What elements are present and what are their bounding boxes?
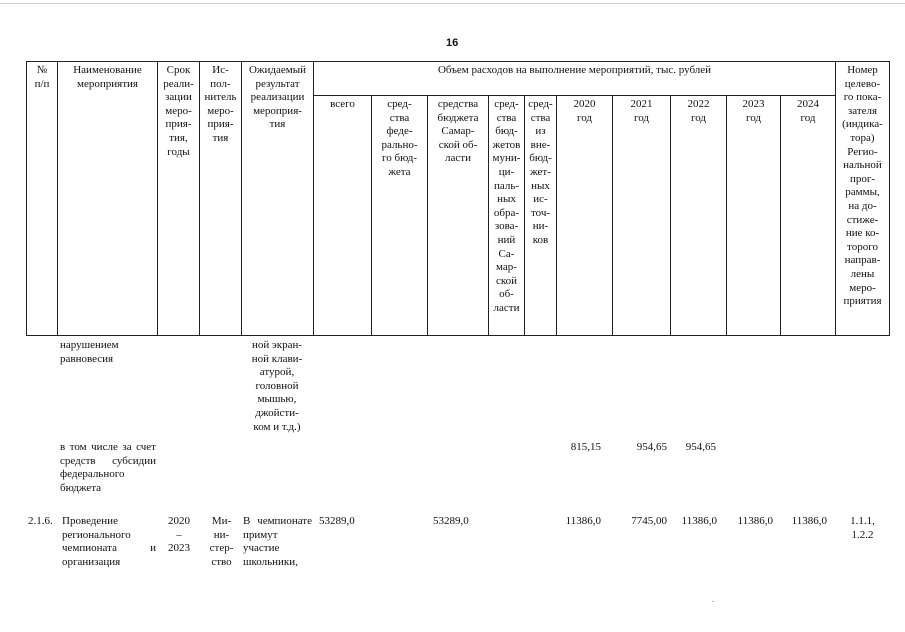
header-total: всего — [330, 98, 355, 110]
col-border-2020 — [612, 95, 613, 336]
header-bottom-border — [26, 335, 889, 336]
cont-row-name: нарушением равновесия — [60, 339, 119, 365]
row-216-total: 53289,0 — [319, 515, 355, 527]
cont-row-result: ной экран- ной клави- атурой, головной мышью, джойсти- ком и т.д.) — [251, 339, 303, 433]
col-border-2021 — [670, 95, 671, 336]
row-216-result: В чемпионате примут участие школьники, — [243, 515, 312, 568]
col-border-left — [26, 61, 27, 336]
row-216-name: Проведение регионального чемпионата и организация — [62, 515, 156, 568]
header-2020: 2020 год — [573, 98, 596, 124]
header-municipal: сред- ства бюд- жетов муни- ци- паль- ных обра- зова- ний Са- мар- ской об- ласти — [492, 98, 521, 314]
col-border-right — [889, 61, 890, 336]
header-indicator: Номер целево- го пока- зателя (индика- тора) Регио- нальной прог- раммы, на до- стиже- ние ко- торого направ- лены меро- приятия — [842, 64, 883, 308]
col-border-num — [57, 61, 58, 336]
subsidy-row-2021: 954,65 — [636, 441, 667, 453]
header-num: № п/п — [34, 64, 50, 90]
header-volume: Объем расходов на выполнение мероприятий, тыс. рублей — [437, 64, 712, 76]
header-2021: 2021 год — [630, 98, 653, 124]
subsidy-row-name: в том числе за счет средств субсидии федерального бюджета — [60, 441, 156, 494]
header-term: Срок реали- зации меро- прия- тия, годы — [163, 64, 194, 158]
header-name: Наименование мероприятия — [73, 64, 142, 90]
header-executor: Ис- пол- нитель меро- прия- тия — [204, 64, 237, 144]
row-216-2021: 7745,00 — [631, 515, 667, 527]
table-top-border — [26, 61, 889, 62]
row-216-indicator: 1.1.1, 1.2.2 — [850, 515, 875, 541]
header-regional: средства бюджета Самар- ской об- ласти — [437, 98, 479, 165]
header-2024: 2024 год — [797, 98, 819, 124]
row-216-term: 2020 – 2023 — [168, 515, 190, 555]
subsidy-row-2022: 954,65 — [685, 441, 716, 453]
header-2022: 2022 год — [687, 98, 710, 124]
header-federal: сред- ства феде- рально- го бюд- жета — [381, 98, 418, 178]
col-border-2023 — [780, 95, 781, 336]
subsidy-row-2020: 815,15 — [570, 441, 601, 453]
header-offbudget: сред- ства из вне- бюд- жет- ных ис- точ- ни- ков — [528, 98, 553, 246]
page-top-edge — [0, 3, 905, 4]
scan-speck — [712, 601, 714, 602]
page-number: 16 — [446, 37, 459, 49]
volume-header-divider — [313, 95, 835, 96]
col-border-2022 — [726, 95, 727, 336]
row-216-regional: 53289,0 — [433, 515, 469, 527]
row-216-2020: 11386,0 — [565, 515, 601, 527]
row-216-number: 2.1.6. — [28, 515, 53, 527]
col-border-offbudget — [556, 95, 557, 336]
header-2023: 2023 год — [742, 98, 765, 124]
row-216-2024: 11386,0 — [791, 515, 827, 527]
header-result: Ожидаемый результат реализации мероприя- тия — [248, 64, 307, 131]
row-216-executor: Ми- ни- стер- ство — [209, 515, 234, 568]
row-216-2023: 11386,0 — [737, 515, 773, 527]
row-216-2022: 11386,0 — [681, 515, 717, 527]
